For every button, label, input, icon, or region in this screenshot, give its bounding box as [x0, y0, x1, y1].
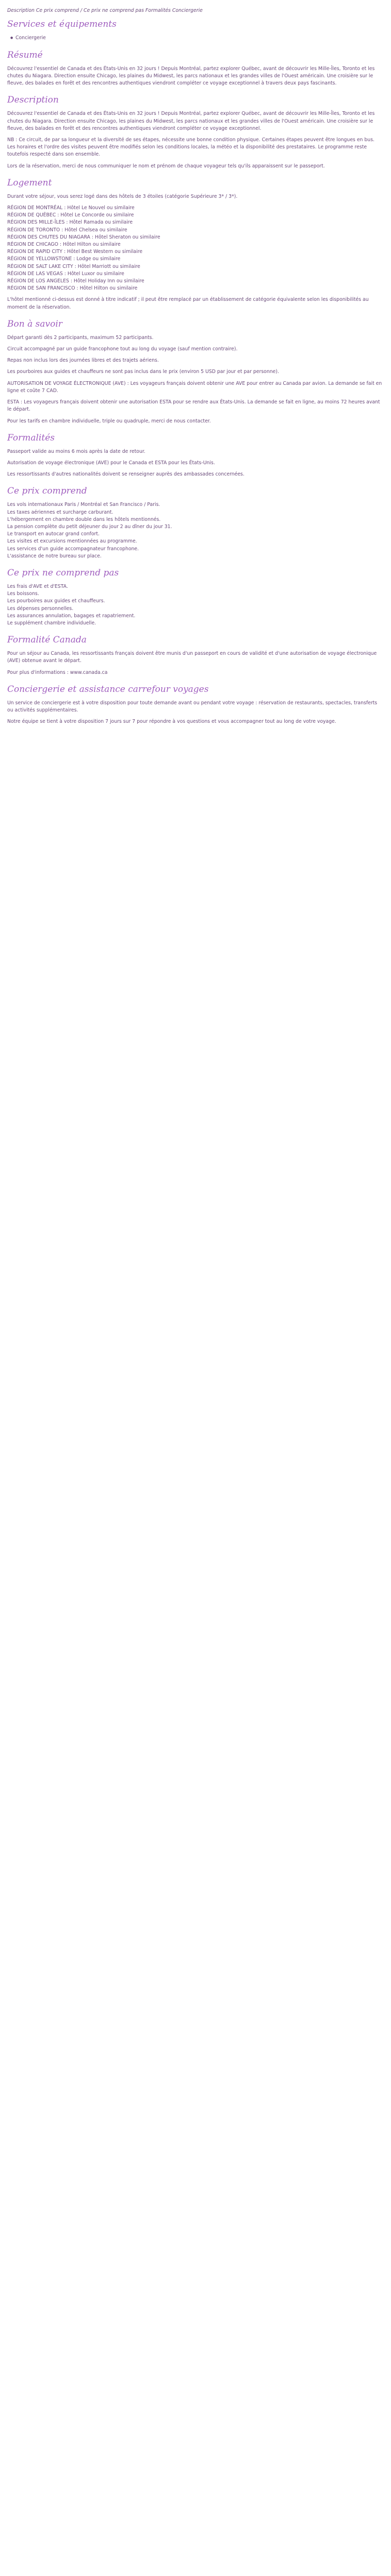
paragraph: Autorisation de voyage électronique (AVE) pour le Canada et ESTA pour les États-Unis.: [7, 460, 215, 466]
document: [0, 0, 391, 735]
paragraph: Les pourboires aux guides et chauffeurs ne sont pas inclus dans le prix (environ 5 USD par jour et par personne).: [7, 369, 279, 375]
bullet-item: ● Conciergerie: [7, 35, 384, 42]
section: [7, 177, 384, 311]
section-heading: Formalité Canada: [7, 635, 87, 646]
section: [7, 567, 384, 627]
paragraph: Les frais d'AVE et d'ESTA. Les boissons. Les pourboires aux guides et chauffeurs. Les dépenses personnelles. Les assurances annulation, bagages et rapatriement. Le supplément chambre individuelle.: [7, 583, 136, 626]
sections-container: [7, 19, 384, 725]
paragraph: Lors de la réservation, merci de nous communiquer le nom et prénom de chaque voyageur tels qu'ils apparaissent sur le passeport.: [7, 163, 325, 169]
paragraph: L'hôtel mentionné ci-dessus est donné à titre indicatif ; il peut être remplacé par un établissement de catégorie équivalente selon les disponibilités au moment de la réservation.: [7, 297, 369, 310]
paragraph: Repas non inclus lors des journées libres et des trajets aériens.: [7, 358, 159, 364]
paragraph: Passeport valide au moins 6 mois après la date de retour.: [7, 448, 145, 454]
bullet-list: [7, 35, 384, 42]
section-heading: Formalités: [7, 432, 55, 443]
paragraph: Les ressortissants d'autres nationalités doivent se renseigner auprès des ambassades concernées.: [7, 471, 245, 478]
section-heading: Services et équipements: [7, 19, 117, 30]
paragraph: Pour plus d'informations : www.canada.ca: [7, 669, 108, 675]
section-heading: Ce prix ne comprend pas: [7, 567, 119, 578]
section: [7, 684, 384, 726]
paragraph: Un service de conciergerie est à votre disposition pour toute demande avant ou pendant votre voyage : réservation de restaurants, spectacles, transferts ou activités supplémentaires.: [7, 700, 378, 713]
paragraph: Découvrez l'essentiel de Canada et des États-Unis en 32 jours ! Depuis Montréal, partez explorer Québec, avant de découvrir les Mille-Îles, Toronto et les chutes du Niagara. Direction ensuite Chicago, les plaines du Midwest, les parcs nationaux et les grandes villes de l'Ouest américain. Une croisière sur le fleuve, des balades en forêt et des rencontres authentiques viendront compléter ce voyage exceptionnel à travers deux pays fascinants.: [7, 65, 375, 87]
paragraph: Pour les tarifs en chambre individuelle, triple ou quadruple, merci de nous contacter.: [7, 418, 211, 424]
paragraph: Les vols internationaux Paris / Montréal et San Francisco / Paris. Les taxes aériennes et surcharge carburant. L'hébergement en chambre double dans les hôtels mentionnés. La pension complète du petit déjeuner du jour 2 au dîner du jour 31. Le transport en autocar grand confort. Les visites et excursions mentionnées au programme. Les services d'un guide accompagnateur francophone. L'assistance de notre bureau sur place.: [7, 502, 172, 559]
section-heading: Logement: [7, 177, 52, 188]
section-heading: Bon à savoir: [7, 318, 62, 329]
paragraph: NB : Ce circuit, de par sa longueur et la diversité de ses étapes, nécessite une bonne condition physique. Certaines étapes peuvent être longues en bus. Les horaires et l'ordre des visites peuvent être modifiés selon les conditions locales, la météo et la disponibilité des prestataires. Le programme reste toutefois respecté dans son ensemble.: [7, 137, 374, 158]
paragraph: Circuit accompagné par un guide francophone tout au long du voyage (sauf mention contraire).: [7, 346, 238, 352]
paragraph: Durant votre séjour, vous serez logé dans des hôtels de 3 étoiles (catégorie Supérieure 3* / 3*).: [7, 193, 238, 199]
section-heading: Ce prix comprend: [7, 486, 87, 497]
paragraph: Départ garanti dès 2 participants, maximum 52 participants.: [7, 334, 154, 341]
section: [7, 634, 384, 676]
section: [7, 485, 384, 560]
section-heading: Description: [7, 95, 59, 106]
section-heading: Résumé: [7, 49, 43, 60]
section: [7, 19, 384, 42]
paragraph: Notre équipe se tient à votre disposition 7 jours sur 7 pour répondre à vos questions et vous accompagner tout au long de votre voyage.: [7, 719, 336, 725]
section: [7, 318, 384, 425]
section: [7, 49, 384, 88]
breadcrumb-intro: Description Ce prix comprend / Ce prix ne comprend pas Formalités Conciergerie: [7, 8, 203, 13]
section-heading: Conciergerie et assistance carrefour voyages: [7, 684, 209, 694]
paragraph: ESTA : Les voyageurs français doivent obtenir une autorisation ESTA pour se rendre aux États-Unis. La demande se fait en ligne, au moins 72 heures avant le départ.: [7, 399, 380, 413]
section: [7, 94, 384, 170]
paragraph: AUTORISATION DE VOYAGE ÉLECTRONIQUE (AVE) : Les voyageurs français doivent obtenir une AVE pour entrer au Canada par avion. La demande se fait en ligne et coûte 7 CAD.: [7, 380, 382, 394]
paragraph: Découvrez l'essentiel de Canada et des États-Unis en 32 jours ! Depuis Montréal, partez explorer Québec, avant de découvrir les Mille-Îles, Toronto et les chutes du Niagara. Direction ensuite Chicago, les plaines du Midwest, les parcs nationaux et les grandes villes de l'Ouest américain. Une croisière sur le fleuve, des balades en forêt et des rencontres authentiques viendront compléter ce voyage exceptionnel.: [7, 111, 375, 131]
paragraph: Pour un séjour au Canada, les ressortissants français doivent être munis d'un passeport en cours de validité et d'une autorisation de voyage électronique (AVE) obtenue avant le départ.: [7, 651, 377, 664]
paragraph: RÉGION DE MONTRÉAL : Hôtel Le Nouvel ou similaire RÉGION DE QUÉBEC : Hôtel Le Concorde ou similaire RÉGION DES MILLE-ÎLES : Hôtel Ramada ou similaire RÉGION DE TORONTO : Hôtel Chelsea ou similaire RÉGION DES CHUTES DU NIAGARA : Hôtel Sheraton ou similaire RÉGION DE CHICAGO : Hôtel Hilton ou similaire RÉGION DE RAPID CITY : Hôtel Best Western ou similaire RÉGION DE YELLOWSTONE : Lodge ou similaire RÉGION DE SALT LAKE CITY : Hôtel Marriott ou similaire RÉGION DE LAS VEGAS : Hôtel Luxor ou similaire RÉGION DE LOS ANGELES : Hôtel Holiday Inn ou similaire RÉGION DE SAN FRANCISCO : Hôtel Hilton ou similaire: [7, 205, 160, 292]
section: [7, 432, 384, 479]
